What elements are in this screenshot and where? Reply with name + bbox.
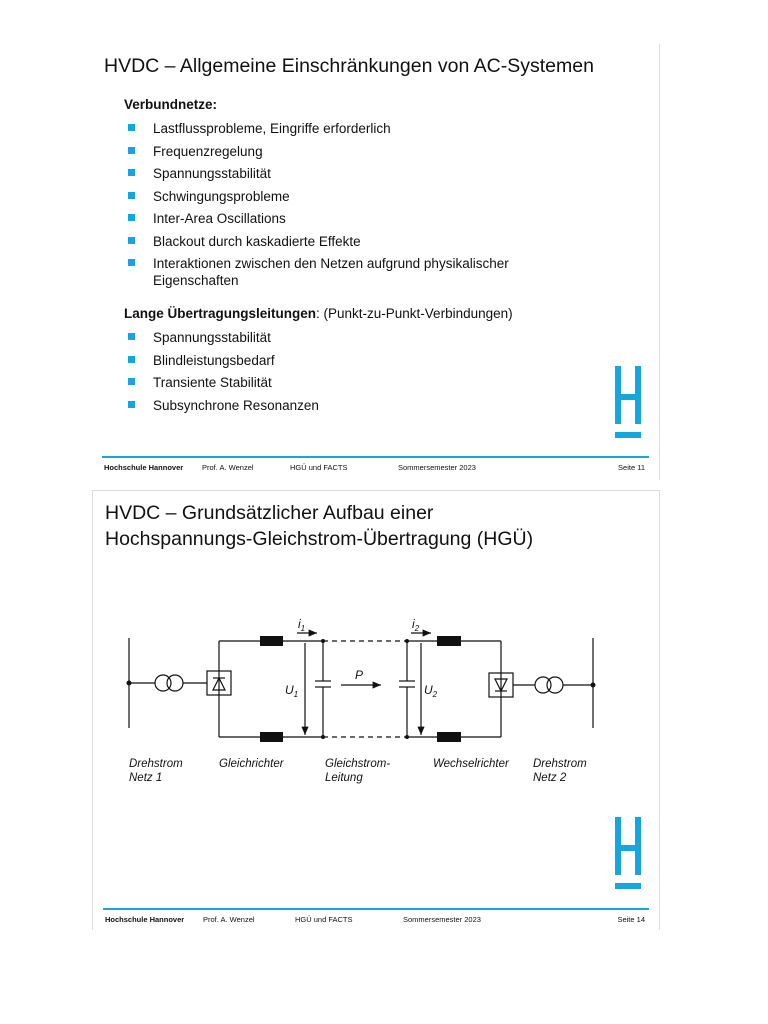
- list-item: [126, 352, 553, 369]
- list-item-text: Blackout durch kaskadierte Effekte: [153, 233, 361, 249]
- slide-title: HVDC – Allgemeine Einschränkungen von AC-Systemen: [104, 55, 594, 77]
- list-item: [126, 397, 553, 414]
- footer-institution: Hochschule Hannover: [104, 463, 184, 472]
- list-item-text: Schwingungsprobleme: [153, 188, 290, 204]
- list-item-text: Blindleistungsbedarf: [153, 352, 275, 368]
- list-item-text: Frequenzregelung: [153, 143, 263, 159]
- list-item: [126, 120, 553, 137]
- bullet-square-icon: [128, 192, 135, 199]
- footer-course: HGÜ und FACTS: [290, 463, 348, 472]
- list-item-text: Spannungsstabilität: [153, 166, 271, 181]
- label-gleichstrom-line1: Gleichstrom-: [325, 758, 391, 770]
- section-heading-text: Verbundnetze:: [124, 97, 218, 112]
- smoothing-reactor-icon: [437, 732, 461, 742]
- list-item: [126, 210, 553, 227]
- list-item: [126, 165, 553, 182]
- footer-institution: Hochschule Hannover: [105, 915, 185, 924]
- label-gleichrichter: Gleichrichter: [219, 758, 284, 770]
- current-i2-label: $i_2$: [412, 617, 420, 633]
- list-item: [126, 255, 553, 289]
- current-i1-label: $i_1$: [298, 617, 306, 633]
- section-heading-bold: Lange Übertragungsleitungen: [124, 306, 317, 321]
- bullet-square-icon: [128, 169, 135, 176]
- bullet-list-verbundnetze: [126, 120, 553, 295]
- footer-semester: Sommersemester 2023: [403, 915, 481, 924]
- list-item: [126, 329, 553, 346]
- bullet-square-icon: [128, 333, 135, 340]
- bullet-square-icon: [128, 237, 135, 244]
- bullet-square-icon: [128, 356, 135, 363]
- slide-footer: [102, 456, 649, 478]
- bullet-square-icon: [128, 124, 135, 131]
- list-item: [126, 233, 553, 250]
- label-drehstrom-netz2-line1: Drehstrom: [533, 758, 587, 770]
- list-item: [126, 188, 553, 205]
- slide-11: [92, 44, 660, 480]
- list-item-text: Subsynchrone Resonanzen: [153, 397, 319, 413]
- list-item-text: Inter-Area Oscillations: [153, 211, 286, 226]
- hochschule-logo-icon: [611, 364, 645, 444]
- label-drehstrom-netz1-line2: Netz 1: [129, 772, 163, 784]
- footer-professor: Prof. A. Wenzel: [203, 915, 255, 924]
- bullet-square-icon: [128, 401, 135, 408]
- footer-course: HGÜ und FACTS: [295, 915, 353, 924]
- list-item-text: Spannungsstabilität: [153, 330, 271, 345]
- smoothing-reactor-icon: [260, 636, 283, 646]
- bullet-square-icon: [128, 147, 135, 154]
- label-wechselrichter: Wechselrichter: [433, 758, 509, 770]
- slide-14: [92, 490, 660, 930]
- voltage-u1-label: $U_1$: [285, 683, 299, 699]
- footer-professor: Prof. A. Wenzel: [202, 463, 254, 472]
- list-item: [126, 143, 553, 160]
- section-heading-uebertragungsleitungen: [124, 305, 513, 323]
- bullet-square-icon: [128, 259, 135, 266]
- label-gleichstrom-line2: Leitung: [325, 772, 363, 784]
- slide-footer: [103, 908, 649, 930]
- section-heading-verbundnetze: [124, 96, 217, 114]
- list-item: [126, 374, 553, 391]
- list-item-text: Transiente Stabilität: [153, 375, 272, 390]
- hochschule-logo-icon: [611, 815, 645, 895]
- footer-page: Seite 11: [618, 463, 645, 472]
- label-drehstrom-netz1-line1: Drehstrom: [129, 758, 183, 770]
- smoothing-reactor-icon: [437, 636, 461, 646]
- voltage-u2-label: $U_2$: [424, 683, 438, 699]
- bullet-square-icon: [128, 214, 135, 221]
- slide-title-line1: HVDC – Grundsätzlicher Aufbau einer: [105, 502, 434, 524]
- power-p-label: P: [355, 668, 364, 682]
- section-heading-rest: : (Punkt-zu-Punkt-Verbindungen): [316, 306, 513, 321]
- smoothing-reactor-icon: [260, 732, 283, 742]
- bullet-list-uebertragungsleitungen: [126, 329, 553, 419]
- list-item-text: Interaktionen zwischen den Netzen aufgrund physikalischer Eigenschaften: [153, 256, 509, 288]
- list-item-text: Lastflussprobleme, Eingriffe erforderlich: [153, 121, 391, 136]
- hvdc-circuit-diagram: [115, 603, 635, 803]
- footer-page: Seite 14: [617, 915, 645, 924]
- label-drehstrom-netz2-line2: Netz 2: [533, 772, 567, 784]
- footer-semester: Sommersemester 2023: [398, 463, 476, 472]
- slide-title-line2: Hochspannungs-Gleichstrom-Übertragung (HGÜ): [105, 528, 534, 550]
- bullet-square-icon: [128, 378, 135, 385]
